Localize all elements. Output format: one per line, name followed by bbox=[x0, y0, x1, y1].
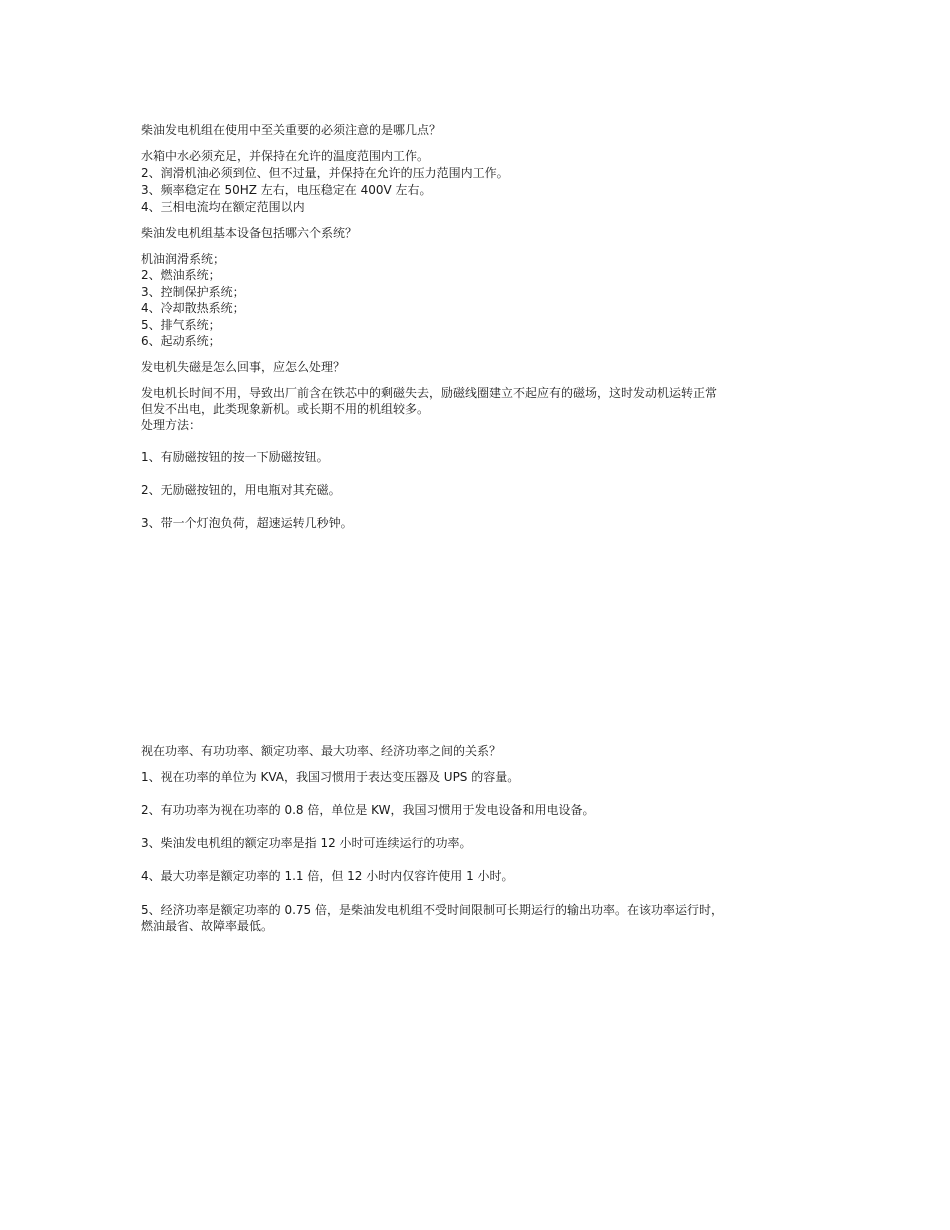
section3-step-3: 3、带一个灯泡负荷，超速运转几秒钟。 bbox=[141, 516, 353, 530]
section2-line-2: 2、燃油系统； bbox=[141, 268, 221, 282]
section3-paragraph-line-2: 但发不出电，此类现象新机。或长期不用的机组较多。 bbox=[141, 402, 430, 416]
section2-line-6: 6、起动系统； bbox=[141, 334, 221, 348]
section3-step-1: 1、有励磁按钮的按一下励磁按钮。 bbox=[141, 450, 329, 464]
section1-line-4: 4、三相电流均在额定范围以内 bbox=[141, 200, 305, 214]
section3-paragraph-line-1: 发电机长时间不用，导致出厂前含在铁芯中的剩磁失去，励磁线圈建立不起应有的磁场，这时发动机运转正常 bbox=[141, 386, 718, 400]
section4-item-2: 2、有功功率为视在功率的 0.8 倍，单位是 KW，我国习惯用于发电设备和用电设备。 bbox=[141, 803, 595, 817]
section1-line-2: 2、润滑机油必须到位、但不过量，并保持在允许的压力范围内工作。 bbox=[141, 166, 509, 180]
section1-line-3: 3、频率稳定在 50HZ 左右，电压稳定在 400V 左右。 bbox=[141, 183, 432, 197]
section1-line-1: 水箱中水必须充足，并保持在允许的温度范围内工作。 bbox=[141, 149, 430, 163]
section3-method-label: 处理方法： bbox=[141, 418, 202, 432]
section3-heading: 发电机失磁是怎么回事，应怎么处理？ bbox=[141, 360, 346, 374]
section2-line-1: 机油润滑系统； bbox=[141, 252, 226, 266]
section2-line-4: 4、冷却散热系统； bbox=[141, 301, 245, 315]
section3-step-2: 2、无励磁按钮的，用电瓶对其充磁。 bbox=[141, 483, 341, 497]
section1-heading: 柴油发电机组在使用中至关重要的必须注意的是哪几点？ bbox=[141, 123, 442, 137]
section4-item-3: 3、柴油发电机组的额定功率是指 12 小时可连续运行的功率。 bbox=[141, 836, 472, 850]
section2-line-3: 3、控制保护系统； bbox=[141, 285, 245, 299]
section4-item-1: 1、视在功率的单位为 KVA，我国习惯用于表达变压器及 UPS 的容量。 bbox=[141, 770, 520, 784]
section4-heading: 视在功率、有功功率、额定功率、最大功率、经济功率之间的关系？ bbox=[141, 744, 502, 758]
section4-item-5-line-1: 5、经济功率是额定功率的 0.75 倍，是柴油发电机组不受时间限制可长期运行的输出功率。在该功率运行时， bbox=[141, 903, 723, 917]
section4-item-4: 4、最大功率是额定功率的 1.1 倍，但 12 小时内仅容许使用 1 小时。 bbox=[141, 869, 514, 883]
section2-line-5: 5、排气系统； bbox=[141, 318, 221, 332]
section2-heading: 柴油发电机组基本设备包括哪六个系统？ bbox=[141, 226, 358, 240]
section4-item-5-line-2: 燃油最省、故障率最低。 bbox=[141, 919, 274, 933]
